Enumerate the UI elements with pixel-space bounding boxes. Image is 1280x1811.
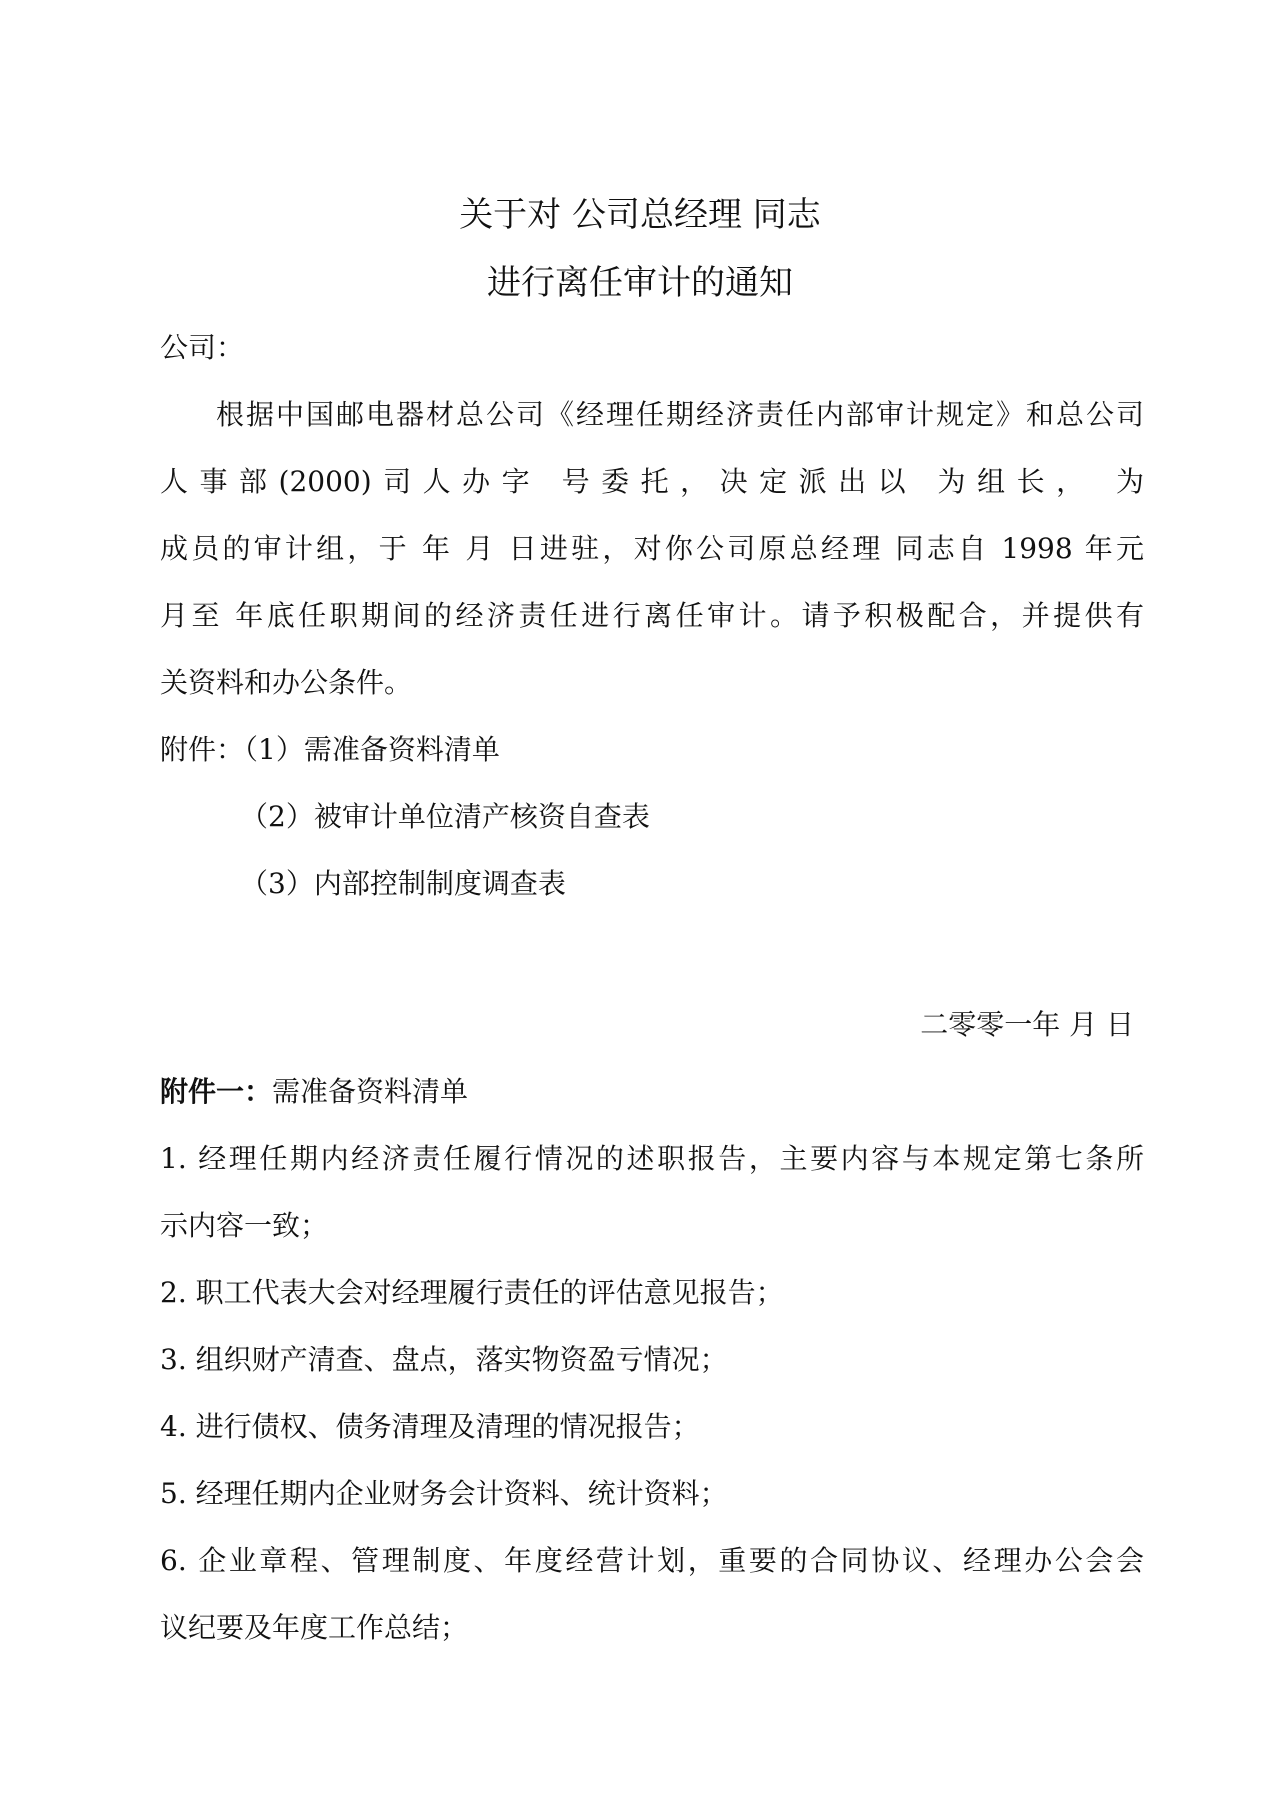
title-line-2: 进行离任审计的通知 (487, 263, 793, 303)
appendix-item: 4. 进行债权、债务清理及清理的情况报告； (160, 1410, 700, 1443)
attachments-list (160, 730, 500, 770)
salutation: 公司： (160, 331, 245, 364)
body-line: 月至 年底任职期间的经济责任进行离任审计。请予积极配合，并提供有 (160, 599, 1144, 632)
appendix-heading-text: 需准备资料清单 (272, 1075, 469, 1108)
document-date: 二零零一年 月 日 (920, 1008, 1134, 1041)
body-line: 根据中国邮电器材总公司《经理任期经济责任内部审计规定》和总公司 (216, 398, 1144, 431)
attachment-item: （1）需准备资料清单 (244, 733, 500, 766)
appendix-item: 1. 经理任期内经济责任履行情况的述职报告，主要内容与本规定第七条所 (160, 1142, 1144, 1175)
body-line: 成员的审计组，于 年 月 日进驻，对你公司原总经理 同志自 1998 年元 (160, 532, 1144, 565)
appendix-item: 示内容一致； (160, 1209, 329, 1242)
appendix-item: 议纪要及年度工作总结； (160, 1611, 469, 1644)
appendix-item: 3. 组织财产清查、盘点，落实物资盈亏情况； (160, 1343, 728, 1376)
body-line: 关资料和办公条件。 (160, 666, 413, 699)
attachment-item: （3）内部控制制度调查表 (240, 867, 566, 900)
appendix-heading (160, 1072, 468, 1112)
attachments-label: 附件： (160, 733, 245, 766)
body-line: 人事部(2000)司人办字 号委托，决定派出以 为组长， 为 (160, 465, 1144, 498)
appendix-item: 6. 企业章程、管理制度、年度经营计划，重要的合同协议、经理办公会会 (160, 1544, 1144, 1577)
appendix-heading-prefix: 附件一： (160, 1075, 273, 1108)
appendix-item: 2. 职工代表大会对经理履行责任的评估意见报告； (160, 1276, 784, 1309)
attachment-item: （2）被审计单位清产核资自查表 (240, 800, 650, 833)
title-line-1: 关于对 公司总经理 同志 (459, 195, 821, 235)
appendix-item: 5. 经理任期内企业财务会计资料、统计资料； (160, 1477, 728, 1510)
